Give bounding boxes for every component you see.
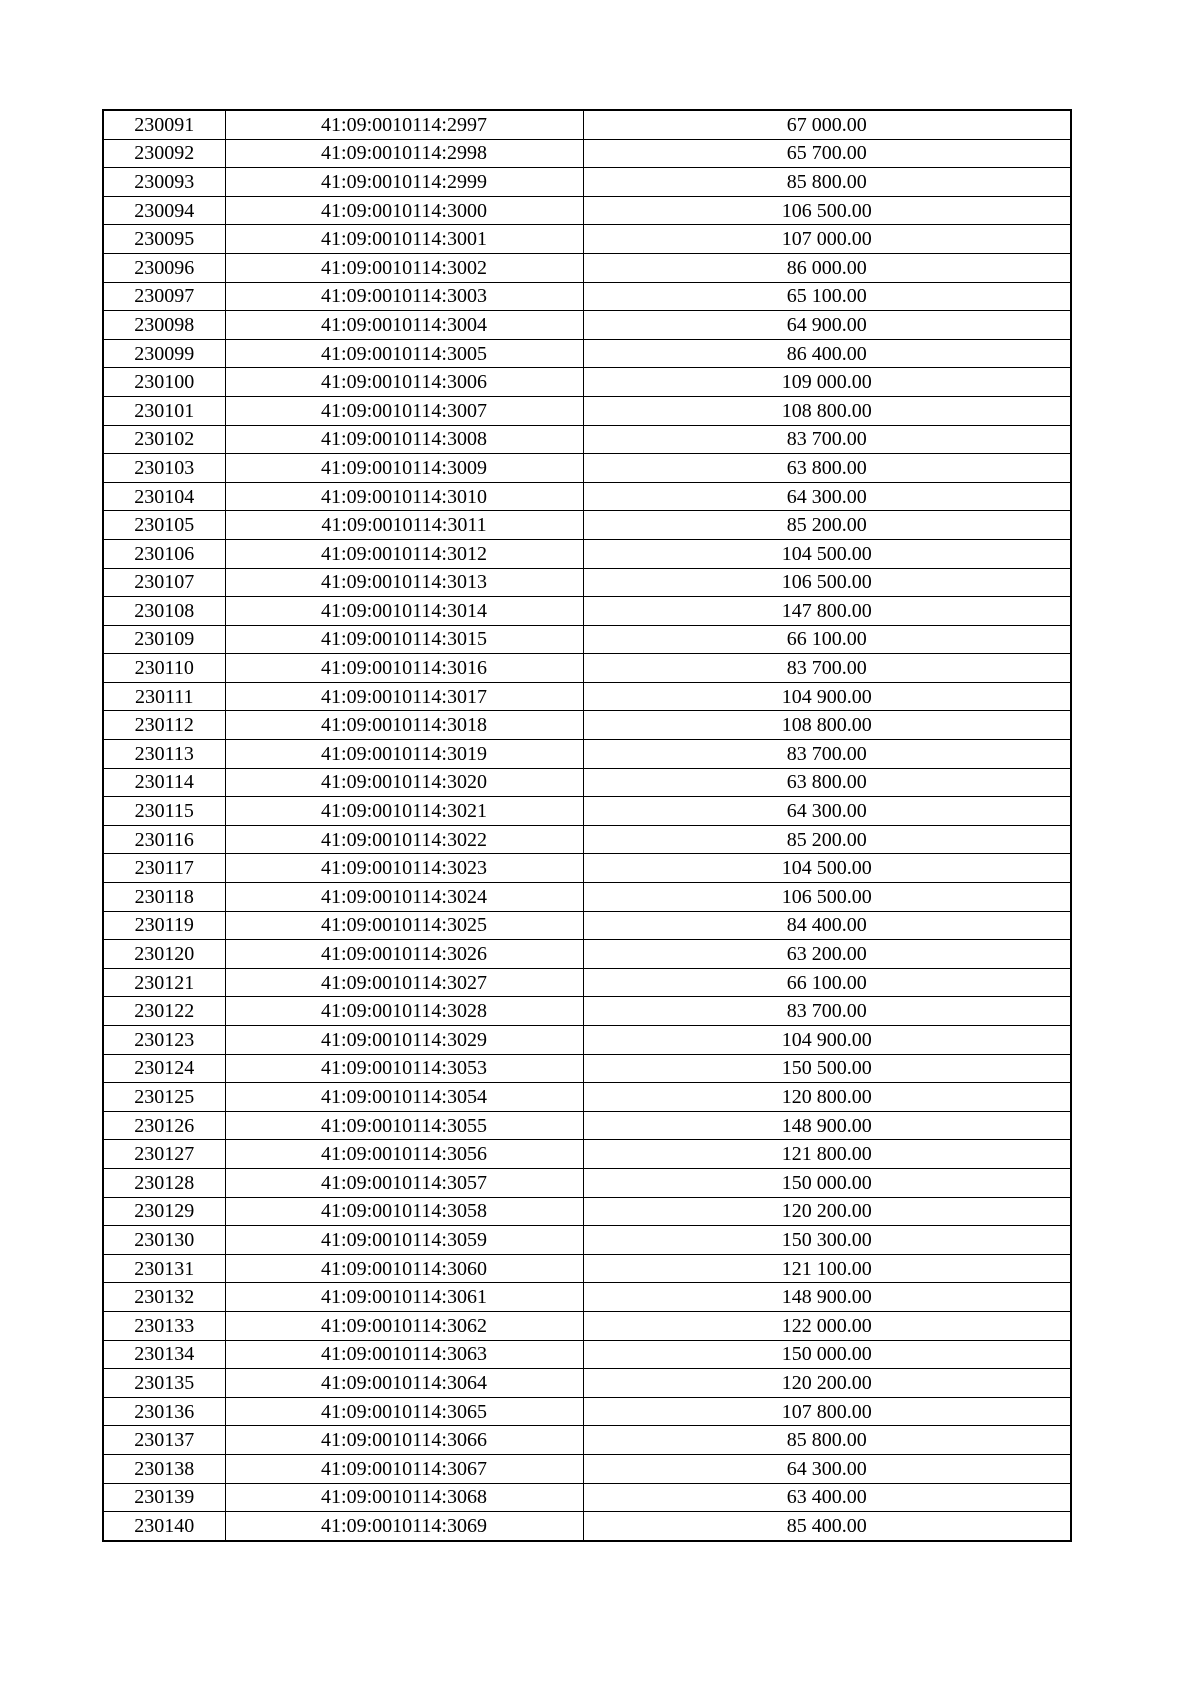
cadastral-value-table xyxy=(102,109,1072,1542)
cadastral-value-cell: 64 900.00 xyxy=(583,311,1071,340)
row-number-cell: 230104 xyxy=(103,482,225,511)
table-row xyxy=(103,854,1071,883)
cadastral-value-cell: 108 800.00 xyxy=(583,396,1071,425)
cadastral-number-cell: 41:09:0010114:2998 xyxy=(225,139,583,168)
cadastral-value-cell: 107 000.00 xyxy=(583,225,1071,254)
table-row xyxy=(103,1283,1071,1312)
cadastral-number-cell: 41:09:0010114:3057 xyxy=(225,1168,583,1197)
row-number-cell: 230119 xyxy=(103,911,225,940)
table-row xyxy=(103,396,1071,425)
cadastral-value-cell: 106 500.00 xyxy=(583,883,1071,912)
cadastral-value-cell: 63 800.00 xyxy=(583,454,1071,483)
table-row xyxy=(103,311,1071,340)
row-number-cell: 230134 xyxy=(103,1340,225,1369)
table-row xyxy=(103,654,1071,683)
table-row xyxy=(103,539,1071,568)
table-row xyxy=(103,883,1071,912)
cadastral-number-cell: 41:09:0010114:3055 xyxy=(225,1111,583,1140)
row-number-cell: 230112 xyxy=(103,711,225,740)
row-number-cell: 230094 xyxy=(103,196,225,225)
cadastral-value-cell: 106 500.00 xyxy=(583,568,1071,597)
row-number-cell: 230111 xyxy=(103,682,225,711)
cadastral-number-cell: 41:09:0010114:3067 xyxy=(225,1454,583,1483)
cadastral-value-cell: 66 100.00 xyxy=(583,968,1071,997)
cadastral-number-cell: 41:09:0010114:3007 xyxy=(225,396,583,425)
cadastral-value-cell: 85 200.00 xyxy=(583,825,1071,854)
row-number-cell: 230127 xyxy=(103,1140,225,1169)
row-number-cell: 230108 xyxy=(103,597,225,626)
row-number-cell: 230118 xyxy=(103,883,225,912)
cadastral-number-cell: 41:09:0010114:3018 xyxy=(225,711,583,740)
cadastral-value-cell: 148 900.00 xyxy=(583,1111,1071,1140)
cadastral-number-cell: 41:09:0010114:3056 xyxy=(225,1140,583,1169)
table-row xyxy=(103,1512,1071,1541)
table-row xyxy=(103,682,1071,711)
table-row xyxy=(103,568,1071,597)
cadastral-value-cell: 83 700.00 xyxy=(583,425,1071,454)
cadastral-value-cell: 107 800.00 xyxy=(583,1397,1071,1426)
cadastral-value-cell: 120 200.00 xyxy=(583,1197,1071,1226)
row-number-cell: 230130 xyxy=(103,1226,225,1255)
table-row xyxy=(103,1026,1071,1055)
cadastral-value-cell: 148 900.00 xyxy=(583,1283,1071,1312)
cadastral-number-cell: 41:09:0010114:3063 xyxy=(225,1340,583,1369)
cadastral-value-cell: 150 000.00 xyxy=(583,1340,1071,1369)
table-row xyxy=(103,768,1071,797)
row-number-cell: 230139 xyxy=(103,1483,225,1512)
cadastral-value-cell: 85 800.00 xyxy=(583,1426,1071,1455)
row-number-cell: 230091 xyxy=(103,110,225,139)
table-row xyxy=(103,825,1071,854)
table-row xyxy=(103,1111,1071,1140)
cadastral-value-cell: 64 300.00 xyxy=(583,797,1071,826)
cadastral-value-cell: 67 000.00 xyxy=(583,110,1071,139)
table-row xyxy=(103,511,1071,540)
cadastral-number-cell: 41:09:0010114:3005 xyxy=(225,339,583,368)
cadastral-number-cell: 41:09:0010114:2997 xyxy=(225,110,583,139)
table-row xyxy=(103,597,1071,626)
cadastral-number-cell: 41:09:0010114:3009 xyxy=(225,454,583,483)
table-row xyxy=(103,425,1071,454)
row-number-cell: 230097 xyxy=(103,282,225,311)
cadastral-number-cell: 41:09:0010114:3000 xyxy=(225,196,583,225)
row-number-cell: 230135 xyxy=(103,1369,225,1398)
cadastral-value-cell: 150 000.00 xyxy=(583,1168,1071,1197)
cadastral-value-cell: 85 200.00 xyxy=(583,511,1071,540)
cadastral-value-cell: 150 300.00 xyxy=(583,1226,1071,1255)
table-row xyxy=(103,225,1071,254)
cadastral-value-cell: 85 800.00 xyxy=(583,168,1071,197)
row-number-cell: 230121 xyxy=(103,968,225,997)
row-number-cell: 230113 xyxy=(103,740,225,769)
cadastral-value-cell: 150 500.00 xyxy=(583,1054,1071,1083)
table-row xyxy=(103,711,1071,740)
table-row xyxy=(103,797,1071,826)
cadastral-value-cell: 108 800.00 xyxy=(583,711,1071,740)
row-number-cell: 230110 xyxy=(103,654,225,683)
cadastral-value-cell: 104 900.00 xyxy=(583,682,1071,711)
cadastral-value-cell: 104 500.00 xyxy=(583,539,1071,568)
cadastral-number-cell: 41:09:0010114:3026 xyxy=(225,940,583,969)
cadastral-value-cell: 85 400.00 xyxy=(583,1512,1071,1541)
row-number-cell: 230102 xyxy=(103,425,225,454)
table-row xyxy=(103,1340,1071,1369)
row-number-cell: 230099 xyxy=(103,339,225,368)
table-row xyxy=(103,1311,1071,1340)
cadastral-number-cell: 41:09:0010114:3015 xyxy=(225,625,583,654)
row-number-cell: 230116 xyxy=(103,825,225,854)
cadastral-number-cell: 41:09:0010114:3001 xyxy=(225,225,583,254)
cadastral-number-cell: 41:09:0010114:3002 xyxy=(225,253,583,282)
cadastral-value-cell: 83 700.00 xyxy=(583,997,1071,1026)
cadastral-number-cell: 41:09:0010114:3017 xyxy=(225,682,583,711)
cadastral-number-cell: 41:09:0010114:2999 xyxy=(225,168,583,197)
table-row xyxy=(103,282,1071,311)
table-body xyxy=(103,110,1071,1541)
table-row xyxy=(103,968,1071,997)
cadastral-number-cell: 41:09:0010114:3008 xyxy=(225,425,583,454)
table-row xyxy=(103,1226,1071,1255)
cadastral-number-cell: 41:09:0010114:3053 xyxy=(225,1054,583,1083)
table-row xyxy=(103,1397,1071,1426)
row-number-cell: 230106 xyxy=(103,539,225,568)
table-row xyxy=(103,368,1071,397)
cadastral-number-cell: 41:09:0010114:3020 xyxy=(225,768,583,797)
cadastral-number-cell: 41:09:0010114:3062 xyxy=(225,1311,583,1340)
cadastral-number-cell: 41:09:0010114:3058 xyxy=(225,1197,583,1226)
cadastral-number-cell: 41:09:0010114:3011 xyxy=(225,511,583,540)
table-row xyxy=(103,482,1071,511)
cadastral-value-cell: 63 400.00 xyxy=(583,1483,1071,1512)
row-number-cell: 230125 xyxy=(103,1083,225,1112)
cadastral-number-cell: 41:09:0010114:3024 xyxy=(225,883,583,912)
cadastral-number-cell: 41:09:0010114:3065 xyxy=(225,1397,583,1426)
cadastral-number-cell: 41:09:0010114:3066 xyxy=(225,1426,583,1455)
cadastral-value-cell: 121 100.00 xyxy=(583,1254,1071,1283)
row-number-cell: 230120 xyxy=(103,940,225,969)
cadastral-number-cell: 41:09:0010114:3069 xyxy=(225,1512,583,1541)
table-row xyxy=(103,1054,1071,1083)
cadastral-value-cell: 106 500.00 xyxy=(583,196,1071,225)
row-number-cell: 230132 xyxy=(103,1283,225,1312)
cadastral-value-cell: 120 800.00 xyxy=(583,1083,1071,1112)
cadastral-value-cell: 109 000.00 xyxy=(583,368,1071,397)
table-row xyxy=(103,1426,1071,1455)
table-row xyxy=(103,740,1071,769)
cadastral-number-cell: 41:09:0010114:3012 xyxy=(225,539,583,568)
row-number-cell: 230105 xyxy=(103,511,225,540)
table-row xyxy=(103,168,1071,197)
cadastral-number-cell: 41:09:0010114:3016 xyxy=(225,654,583,683)
cadastral-value-cell: 63 800.00 xyxy=(583,768,1071,797)
table-row xyxy=(103,1140,1071,1169)
cadastral-number-cell: 41:09:0010114:3021 xyxy=(225,797,583,826)
table-row xyxy=(103,1197,1071,1226)
row-number-cell: 230107 xyxy=(103,568,225,597)
row-number-cell: 230114 xyxy=(103,768,225,797)
cadastral-number-cell: 41:09:0010114:3006 xyxy=(225,368,583,397)
cadastral-number-cell: 41:09:0010114:3029 xyxy=(225,1026,583,1055)
cadastral-number-cell: 41:09:0010114:3010 xyxy=(225,482,583,511)
row-number-cell: 230095 xyxy=(103,225,225,254)
cadastral-value-cell: 120 200.00 xyxy=(583,1369,1071,1398)
table-row xyxy=(103,339,1071,368)
cadastral-value-cell: 122 000.00 xyxy=(583,1311,1071,1340)
cadastral-number-cell: 41:09:0010114:3027 xyxy=(225,968,583,997)
row-number-cell: 230115 xyxy=(103,797,225,826)
table-row xyxy=(103,1083,1071,1112)
row-number-cell: 230101 xyxy=(103,396,225,425)
table-row xyxy=(103,139,1071,168)
cadastral-value-cell: 86 000.00 xyxy=(583,253,1071,282)
table-row xyxy=(103,1369,1071,1398)
cadastral-number-cell: 41:09:0010114:3060 xyxy=(225,1254,583,1283)
cadastral-number-cell: 41:09:0010114:3003 xyxy=(225,282,583,311)
row-number-cell: 230140 xyxy=(103,1512,225,1541)
row-number-cell: 230137 xyxy=(103,1426,225,1455)
row-number-cell: 230122 xyxy=(103,997,225,1026)
row-number-cell: 230093 xyxy=(103,168,225,197)
row-number-cell: 230128 xyxy=(103,1168,225,1197)
table-row xyxy=(103,940,1071,969)
table-row xyxy=(103,110,1071,139)
row-number-cell: 230123 xyxy=(103,1026,225,1055)
cadastral-value-cell: 64 300.00 xyxy=(583,1454,1071,1483)
row-number-cell: 230136 xyxy=(103,1397,225,1426)
row-number-cell: 230129 xyxy=(103,1197,225,1226)
cadastral-number-cell: 41:09:0010114:3054 xyxy=(225,1083,583,1112)
table-row xyxy=(103,997,1071,1026)
cadastral-number-cell: 41:09:0010114:3019 xyxy=(225,740,583,769)
cadastral-number-cell: 41:09:0010114:3061 xyxy=(225,1283,583,1312)
cadastral-value-cell: 84 400.00 xyxy=(583,911,1071,940)
cadastral-value-cell: 63 200.00 xyxy=(583,940,1071,969)
table-row xyxy=(103,196,1071,225)
cadastral-value-cell: 83 700.00 xyxy=(583,654,1071,683)
cadastral-number-cell: 41:09:0010114:3059 xyxy=(225,1226,583,1255)
row-number-cell: 230131 xyxy=(103,1254,225,1283)
cadastral-value-cell: 121 800.00 xyxy=(583,1140,1071,1169)
table-row xyxy=(103,1254,1071,1283)
cadastral-number-cell: 41:09:0010114:3004 xyxy=(225,311,583,340)
cadastral-number-cell: 41:09:0010114:3028 xyxy=(225,997,583,1026)
table-row xyxy=(103,454,1071,483)
row-number-cell: 230092 xyxy=(103,139,225,168)
table-row xyxy=(103,1483,1071,1512)
cadastral-value-cell: 65 100.00 xyxy=(583,282,1071,311)
table-row xyxy=(103,1168,1071,1197)
row-number-cell: 230096 xyxy=(103,253,225,282)
row-number-cell: 230109 xyxy=(103,625,225,654)
cadastral-number-cell: 41:09:0010114:3025 xyxy=(225,911,583,940)
cadastral-number-cell: 41:09:0010114:3022 xyxy=(225,825,583,854)
cadastral-number-cell: 41:09:0010114:3064 xyxy=(225,1369,583,1398)
cadastral-number-cell: 41:09:0010114:3013 xyxy=(225,568,583,597)
cadastral-value-cell: 86 400.00 xyxy=(583,339,1071,368)
table-row xyxy=(103,625,1071,654)
table-row xyxy=(103,1454,1071,1483)
row-number-cell: 230126 xyxy=(103,1111,225,1140)
cadastral-value-cell: 64 300.00 xyxy=(583,482,1071,511)
cadastral-number-cell: 41:09:0010114:3068 xyxy=(225,1483,583,1512)
cadastral-value-cell: 147 800.00 xyxy=(583,597,1071,626)
cadastral-value-cell: 66 100.00 xyxy=(583,625,1071,654)
row-number-cell: 230098 xyxy=(103,311,225,340)
row-number-cell: 230100 xyxy=(103,368,225,397)
table-row xyxy=(103,253,1071,282)
cadastral-value-cell: 104 500.00 xyxy=(583,854,1071,883)
row-number-cell: 230103 xyxy=(103,454,225,483)
table-row xyxy=(103,911,1071,940)
row-number-cell: 230117 xyxy=(103,854,225,883)
cadastral-value-cell: 65 700.00 xyxy=(583,139,1071,168)
row-number-cell: 230138 xyxy=(103,1454,225,1483)
row-number-cell: 230133 xyxy=(103,1311,225,1340)
cadastral-value-cell: 83 700.00 xyxy=(583,740,1071,769)
cadastral-value-cell: 104 900.00 xyxy=(583,1026,1071,1055)
cadastral-number-cell: 41:09:0010114:3023 xyxy=(225,854,583,883)
cadastral-number-cell: 41:09:0010114:3014 xyxy=(225,597,583,626)
row-number-cell: 230124 xyxy=(103,1054,225,1083)
